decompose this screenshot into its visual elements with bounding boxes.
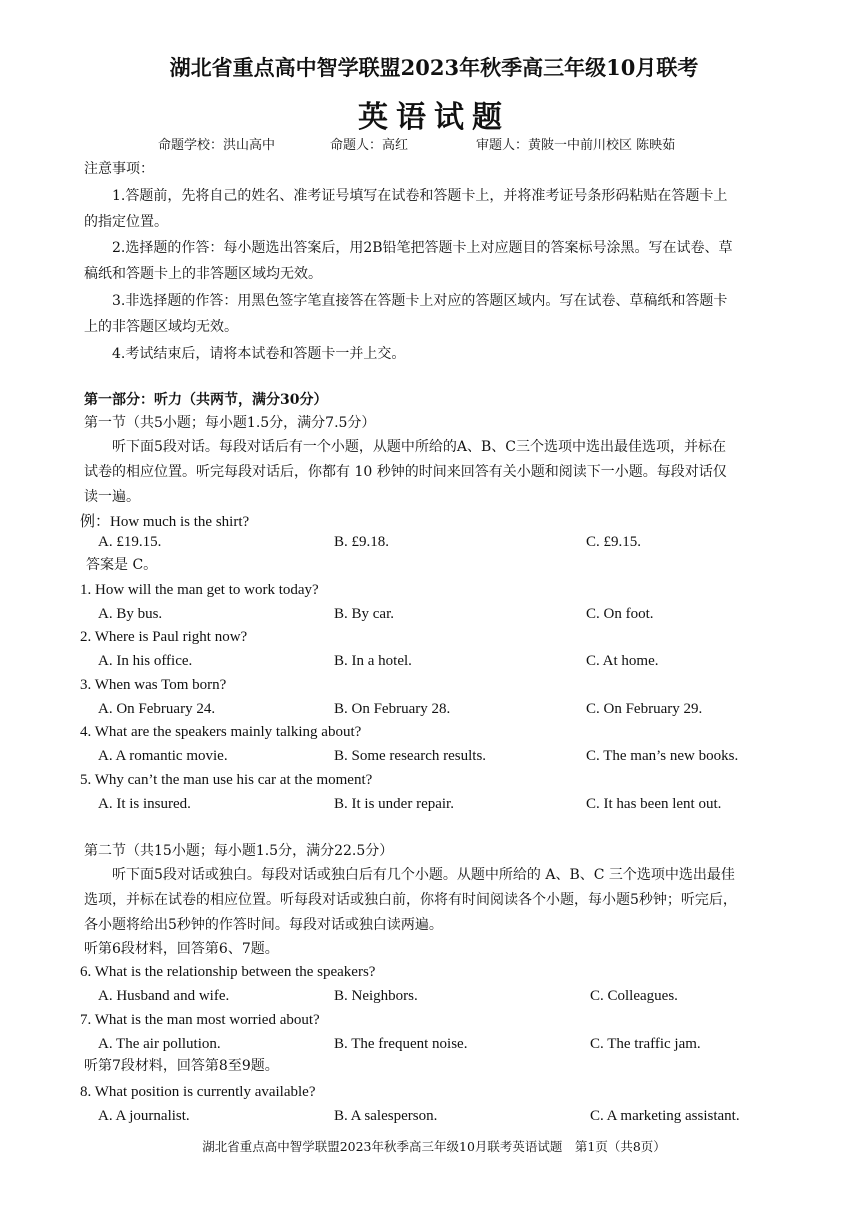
material-6-note: 听第6段材料，回答第6、7题。 [84, 941, 279, 957]
question-8-option-a: A. A journalist. [98, 1108, 190, 1124]
question-5-option-a: A. It is insured. [98, 796, 191, 812]
section2-instr-line1: 听下面5段对话或独白。每段对话或独白后有几个小题。从题中所给的 A、B、C 三个选项中选出最佳 [112, 867, 735, 883]
question-4-option-c: C. The man’s new books. [586, 748, 739, 764]
section1-instr-line1: 听下面5段对话。每段对话后有一个小题，从题中所给的A、B、C三个选项中选出最佳选项，并标在 [112, 439, 727, 455]
question-2-option-a: A. In his office. [98, 653, 193, 669]
question-8-option-c: C. A marketing assistant. [590, 1108, 740, 1124]
question-3: 3. When was Tom born? [80, 677, 227, 693]
question-2-option-c: C. At home. [586, 653, 659, 669]
info-school: 命题学校：洪山高中 [158, 138, 276, 153]
notice-item3-line2: 上的非答题区域均无效。 [84, 319, 238, 335]
notice-item1-line1: 1.答题前，先将自己的姓名、准考证号填写在试卷和答题卡上，并将准考证号条形码粘贴在答题卡上 [112, 188, 728, 204]
question-3-option-c: C. On February 29. [586, 701, 703, 717]
info-reviewer: 审题人：黄陂一中前川校区 陈映茹 [476, 138, 676, 153]
section2-heading: 第二节（共15小题；每小题1.5分，满分22.5分） [84, 843, 394, 859]
question-5: 5. Why can’t the man use his car at the moment? [80, 772, 373, 788]
question-2: 2. Where is Paul right now? [80, 629, 248, 645]
notice-item4: 4.考试结束后，请将本试卷和答题卡一并上交。 [112, 346, 406, 362]
example-answer: 答案是 C。 [86, 557, 158, 573]
question-8: 8. What position is currently available? [80, 1084, 316, 1100]
question-4-option-b: B. Some research results. [334, 748, 487, 764]
example-option-b: B. £9.18. [334, 534, 390, 550]
notice-item2-line2: 稿纸和答题卡上的非答题区域均无效。 [84, 266, 322, 282]
part1-heading: 第一部分：听力（共两节，满分30分） [84, 392, 328, 408]
question-2-option-b: B. In a hotel. [334, 653, 412, 669]
question-7: 7. What is the man most worried about? [80, 1012, 320, 1028]
section2-instr-line2: 选项，并标在试卷的相应位置。听每段对话或独白前，你将有时间阅读各个小题，每小题5秒钟；听完后， [84, 892, 737, 908]
question-7-option-c: C. The traffic jam. [590, 1036, 701, 1052]
question-5-option-b: B. It is under repair. [334, 796, 454, 812]
notice-heading: 注意事项： [84, 161, 154, 177]
section2-instr-line3: 各小题将给出5秒钟的作答时间。每段对话或独白读两遍。 [84, 917, 443, 933]
question-6-option-b: B. Neighbors. [334, 988, 418, 1004]
question-3-option-b: B. On February 28. [334, 701, 451, 717]
question-1-option-a: A. By bus. [98, 606, 163, 622]
question-3-option-a: A. On February 24. [98, 701, 216, 717]
question-6-option-a: A. Husband and wife. [98, 988, 230, 1004]
question-8-option-b: B. A salesperson. [334, 1108, 438, 1124]
section1-instr-line3: 读一遍。 [84, 489, 140, 505]
question-6: 6. What is the relationship between the speakers? [80, 964, 376, 980]
example-option-c: C. £9.15. [586, 534, 642, 550]
info-author: 命题人：高红 [330, 138, 409, 153]
page-footer: 湖北省重点高中智学联盟2023年秋季高三年级10月联考英语试题 第1页（共8页） [202, 1139, 666, 1154]
material-7-note: 听第7段材料，回答第8至9题。 [84, 1058, 279, 1074]
question-1-option-c: C. On foot. [586, 606, 654, 622]
example-question: 例：How much is the shirt? [80, 514, 250, 530]
section1-heading: 第一节（共5小题；每小题1.5分，满分7.5分） [84, 415, 376, 431]
section1-instr-line2: 试卷的相应位置。听完每段对话后，你都有 10 秒钟的时间来回答有关小题和阅读下一小题。每段对话仅 [84, 464, 727, 480]
question-1: 1. How will the man get to work today? [80, 582, 319, 598]
notice-item2-line1: 2.选择题的作答：每小题选出答案后，用2B铅笔把答题卡上对应题目的答案标号涂黑。写在试卷、草 [112, 240, 733, 256]
example-option-a: A. £19.15. [98, 534, 162, 550]
question-4-option-a: A. A romantic movie. [98, 748, 228, 764]
question-4: 4. What are the speakers mainly talking about? [80, 724, 362, 740]
question-1-option-b: B. By car. [334, 606, 394, 622]
subject-title: 英语试题 [358, 100, 510, 135]
notice-item1-line2: 的指定位置。 [84, 214, 168, 230]
question-7-option-a: A. The air pollution. [98, 1036, 221, 1052]
notice-item3-line1: 3.非选择题的作答：用黑色签字笔直接答在答题卡上对应的答题区域内。写在试卷、草稿纸和答题卡 [112, 293, 728, 309]
question-7-option-b: B. The frequent noise. [334, 1036, 468, 1052]
exam-title: 湖北省重点高中智学联盟2023年秋季高三年级10月联考 [169, 55, 699, 80]
question-6-option-c: C. Colleagues. [590, 988, 678, 1004]
question-5-option-c: C. It has been lent out. [586, 796, 722, 812]
